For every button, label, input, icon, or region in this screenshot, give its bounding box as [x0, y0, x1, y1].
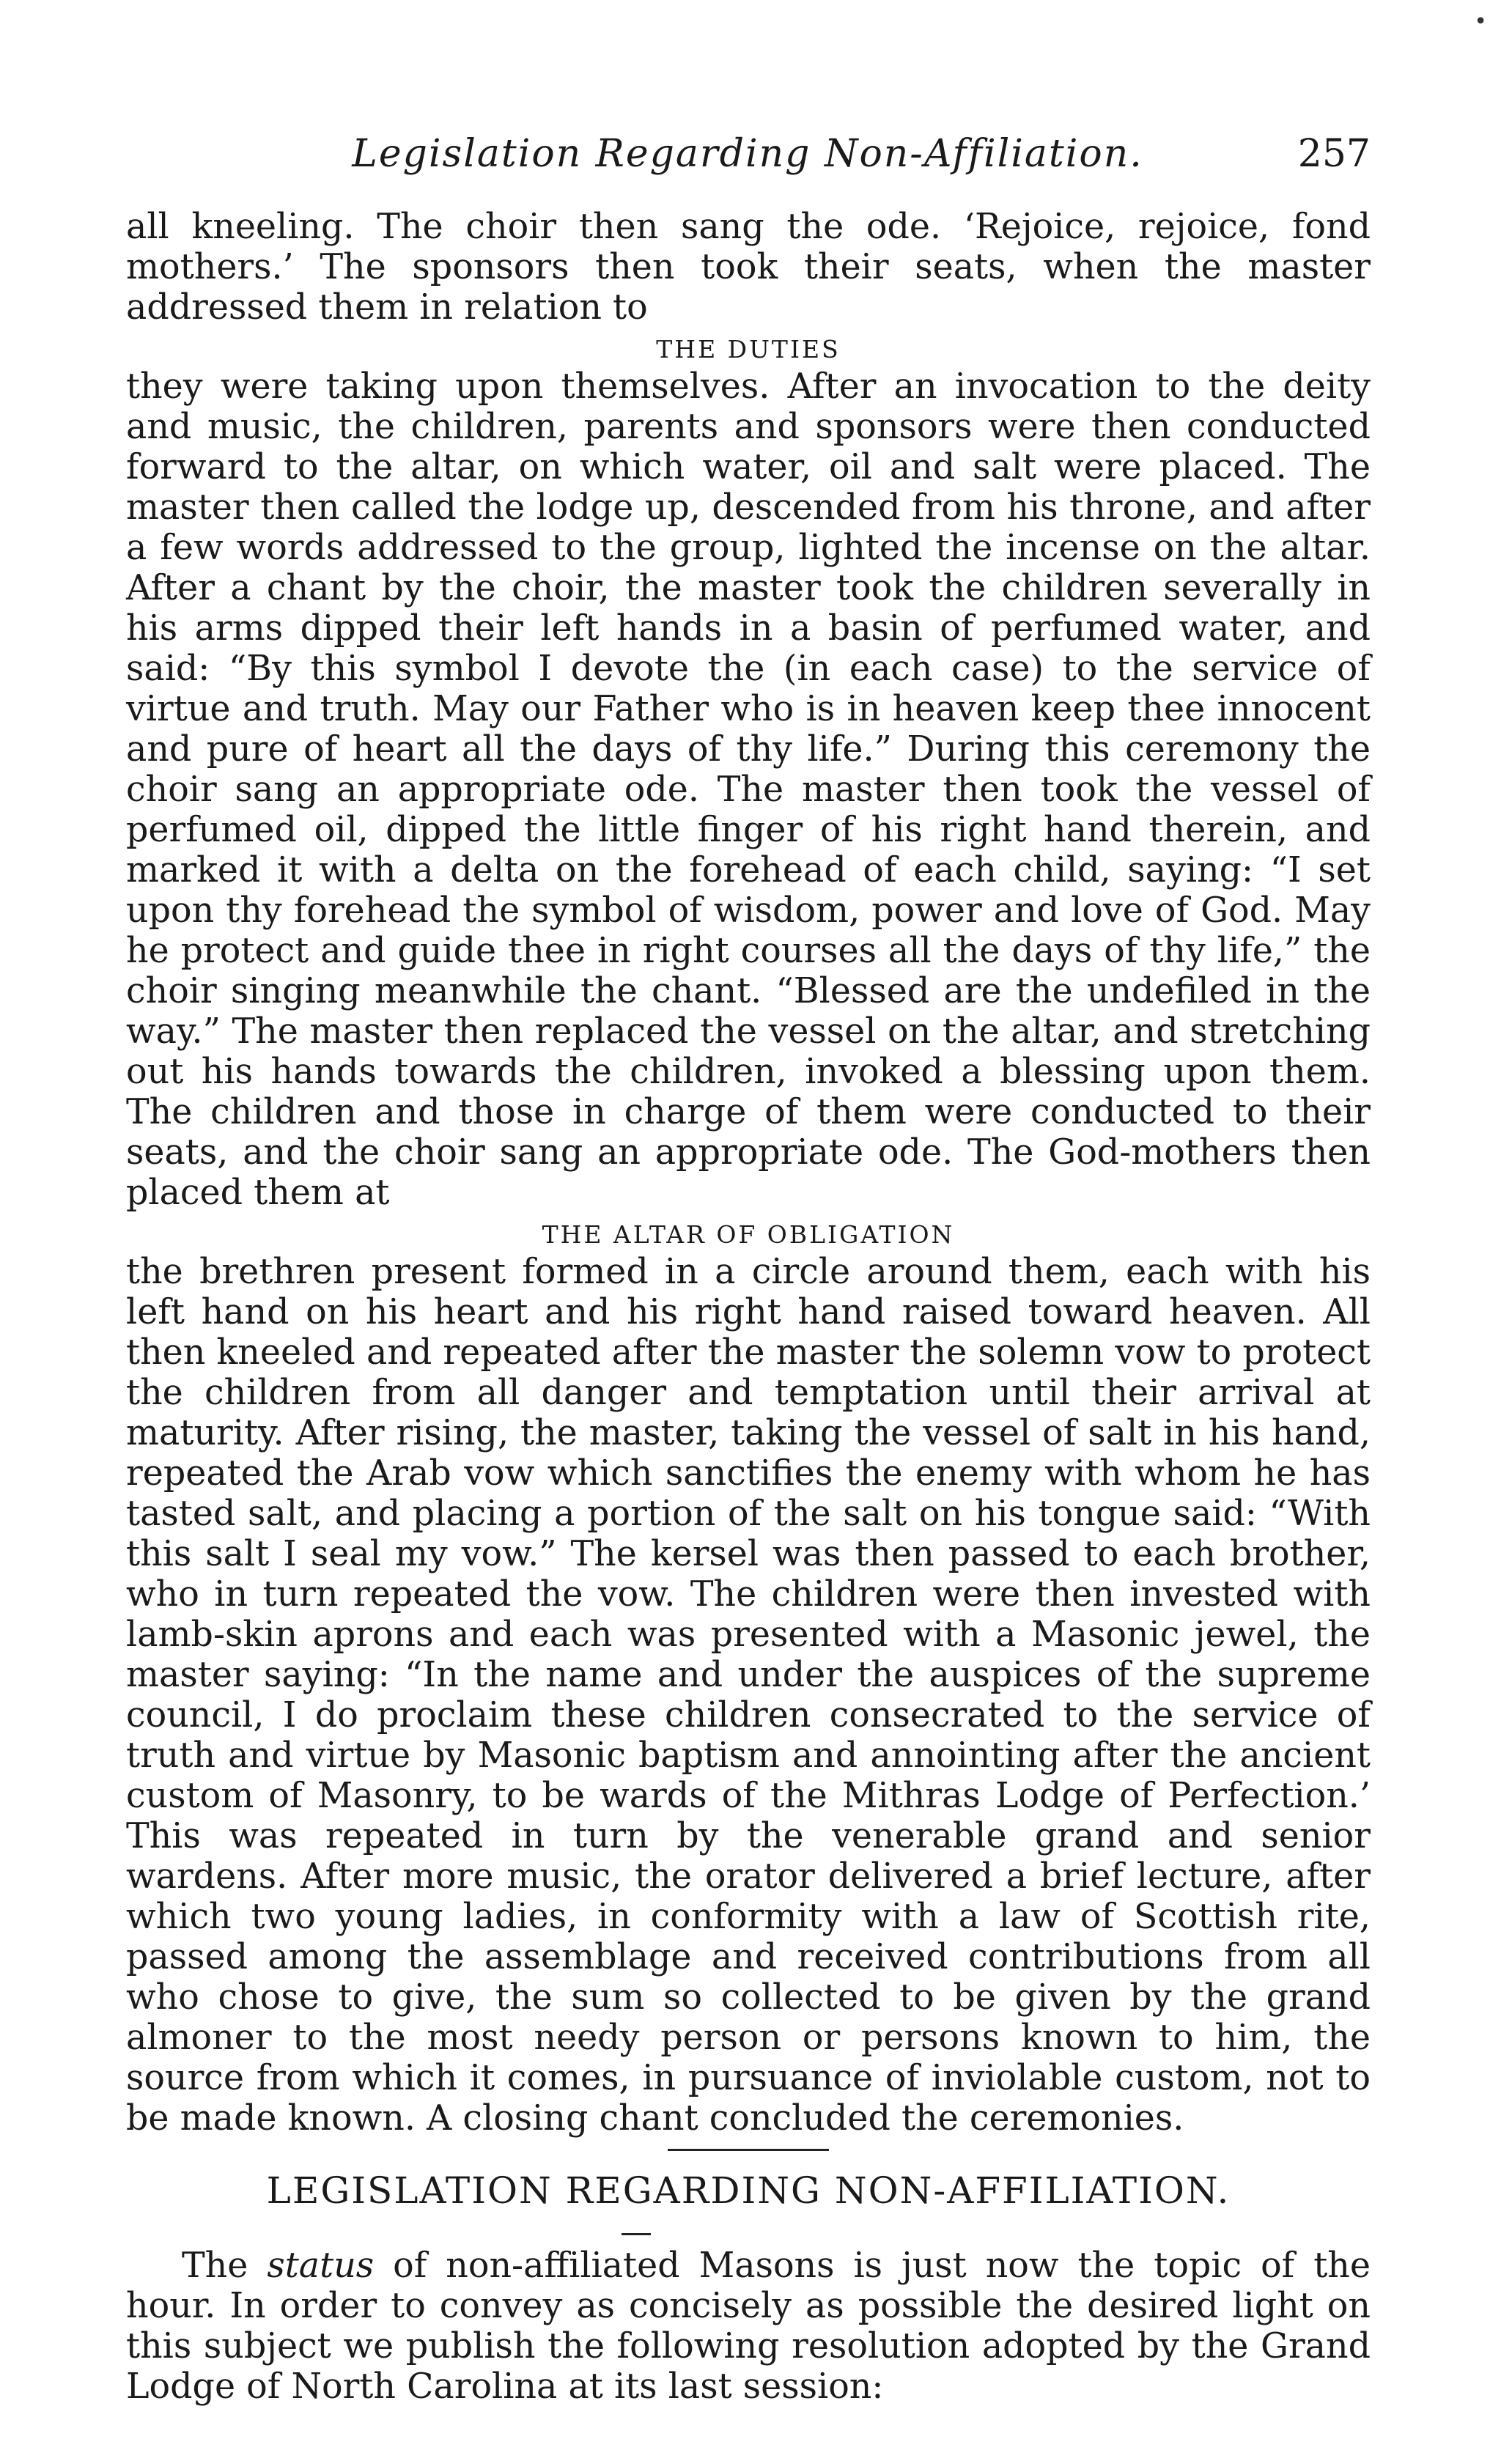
section-divider	[668, 2149, 829, 2151]
paragraph-1: all kneeling. The choir then sang the ode. ‘Rejoice, rejoice, fond mothers.’ The sponsors then took their seats, when the master addressed them in relation to	[126, 207, 1371, 328]
page-header	[125, 132, 1371, 191]
section-paragraph	[126, 2246, 1371, 2407]
status-word: status	[267, 2246, 375, 2286]
page-number: 257	[1297, 132, 1371, 176]
subhead-the-duties: THE DUTIES	[656, 335, 841, 364]
paragraph-3: the brethren present formed in a circle around them, each with his left hand on his heart and his right hand raised toward heaven. All then kneeled and repeated after the master the solemn vow to protect the children from all danger and temptation until their arrival at maturity. After rising, the master, taking the vessel of salt in his hand, repeated the Arab vow which sanctifies the enemy with whom he has tasted salt, and placing a portion of the salt on his tongue said: “With this salt I seal my vow.” The kersel was then passed to each brother, who in turn repeated the vow. The children were then invested with lamb-skin aprons and each was presented with a Masonic jewel, the master saying: “In the name and under the auspices of the supreme council, I do proclaim these children consecrated to the service of truth and virtue by Masonic baptism and annointing after the ancient custom of Masonry, to be wards of the Mithras Lodge of Perfection.’ This was repeated in turn by the venerable grand and senior wardens. After more music, the orator delivered a brief lecture, after which two young ladies, in conformity with a law of Scottish rite, passed among the assemblage and received contributions from all who chose to give, the sum so collected to be given by the grand almoner to the most needy person or persons known to him, the source from which it comes, in pursuance of inviolable custom, not to be made known. A closing chant concluded the ceremonies.	[126, 1252, 1371, 2139]
paragraph-2: they were taking upon themselves. After an invocation to the deity and music, the children, parents and sponsors were then conducted forward to the altar, on which water, oil and salt were placed. The master then called the lodge up, descended from his throne, and after a few words addressed to the group, lighted the incense on the altar. After a chant by the choir, the master took the children severally in his arms dipped their left hands in a basin of perfumed water, and said: “By this symbol I devote the (in each case) to the service of virtue and truth. May our Father who is in heaven keep thee innocent and pure of heart all the days of thy life.” During this ceremony the choir sang an appropriate ode. The master then took the vessel of perfumed oil, dipped the little finger of his right hand therein, and marked it with a delta on the forehead of each child, saying: “I set upon thy forehead the symbol of wisdom, power and love of God. May he protect and guide thee in right courses all the days of thy life,” the choir singing meanwhile the chant. “Blessed are the undefiled in the way.” The master then replaced the vessel on the altar, and stretching out his hands towards the children, invoked a blessing upon them. The children and those in charge of them were conducted to their seats, and the choir sang an appropriate ode. The God-mothers then placed them at	[126, 366, 1371, 1213]
running-title: Legislation Regarding Non-Affiliation.	[352, 132, 1143, 176]
section-paragraph-start: The	[182, 2246, 268, 2286]
section-title: LEGISLATION REGARDING NON-AFFILIATION.	[266, 2169, 1231, 2212]
corner-mark: •	[1474, 9, 1487, 34]
page-body	[126, 207, 1371, 2407]
title-underline	[622, 2233, 651, 2235]
section-paragraph-rest: of non-affiliated Masons is just now the topic of the hour. In order to convey as concisely as possible the desired light on this subject we publish the following resolution adopted by the Grand Lodge of North Carolina at its last session:	[126, 2246, 1371, 2407]
subhead-altar-of-obligation: THE ALTAR OF OBLIGATION	[542, 1220, 955, 1249]
